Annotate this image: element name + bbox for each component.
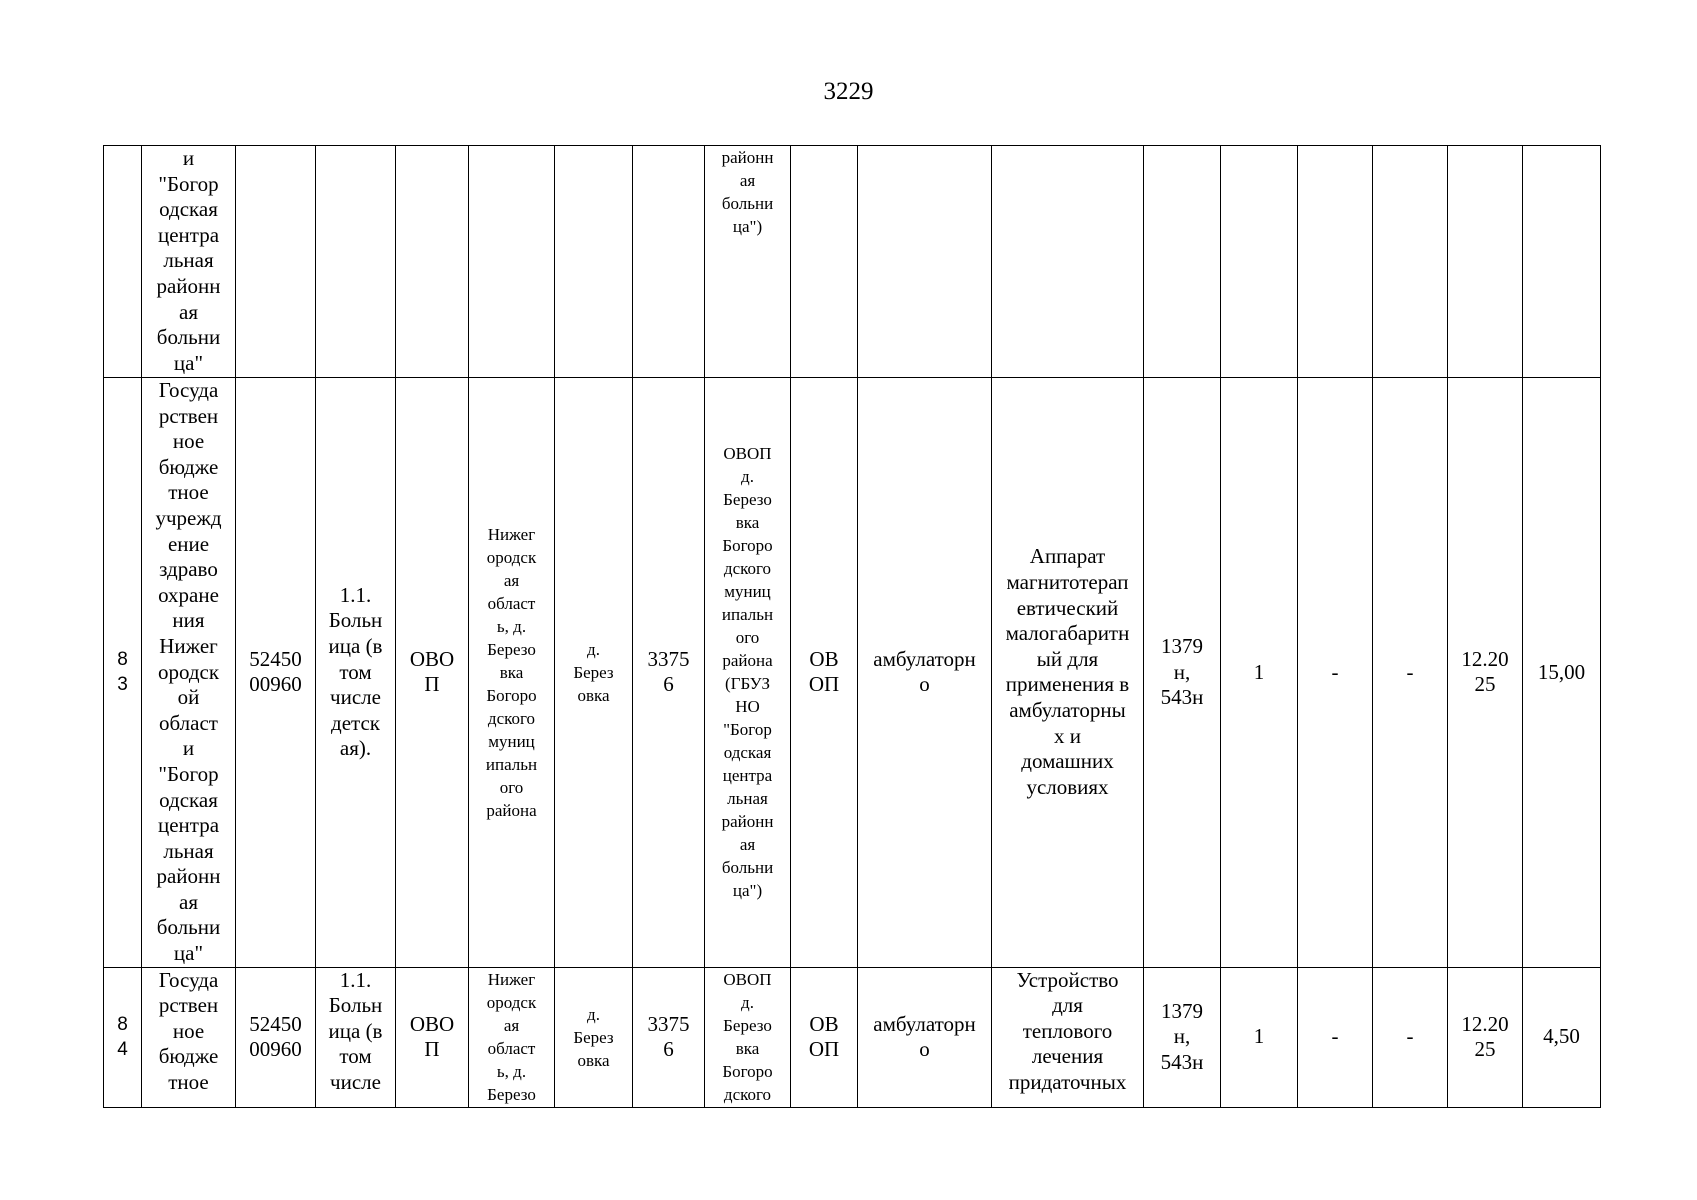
facility-cell: районн ая больни ца") <box>705 146 791 378</box>
order-cell <box>1144 146 1221 378</box>
price-cell <box>1523 146 1601 378</box>
table-row <box>104 378 1601 968</box>
equipment-cell: Аппарат магнитотерап евтический малогабаритн ый для применения в амбулаторны х и домашних условиях <box>992 378 1144 968</box>
order-cell: 1379 н, 543н <box>1144 967 1221 1107</box>
condition-cell: амбулаторн о <box>858 967 992 1107</box>
category-cell: 1.1. Больн ица (в том числе детск ая). <box>316 378 396 968</box>
unit-cell: ОВО П <box>396 378 469 968</box>
postcode-cell: 3375 6 <box>633 378 705 968</box>
postcode-cell: 3375 6 <box>633 967 705 1107</box>
order-cell: 1379 н, 543н <box>1144 378 1221 968</box>
address-cell <box>469 146 555 378</box>
unit-cell: ОВО П <box>396 967 469 1107</box>
code-cell: 52450 00960 <box>236 378 316 968</box>
column-16-cell: - <box>1373 378 1448 968</box>
date-cell: 12.20 25 <box>1448 378 1523 968</box>
code-cell: 52450 00960 <box>236 967 316 1107</box>
locality-cell: д. Берез овка <box>555 967 633 1107</box>
column-15-cell: - <box>1298 378 1373 968</box>
column-15-cell: - <box>1298 967 1373 1107</box>
type-cell: ОВ ОП <box>791 378 858 968</box>
table-row <box>104 146 1601 378</box>
date-cell: 12.20 25 <box>1448 967 1523 1107</box>
page-number: 3229 <box>823 78 874 105</box>
category-cell: 1.1. Больн ица (в том числе <box>316 967 396 1107</box>
type-cell <box>791 146 858 378</box>
locality-cell <box>555 146 633 378</box>
equipment-cell <box>992 146 1144 378</box>
institution-cell: и "Богор одская центра льная районн ая больни ца" <box>142 146 236 378</box>
type-cell: ОВ ОП <box>791 967 858 1107</box>
address-cell: Нижег ородск ая област ь, д. Березо <box>469 967 555 1107</box>
equipment-table <box>103 145 1601 1108</box>
row-number-cell: 8 3 <box>104 378 142 968</box>
column-16-cell: - <box>1373 967 1448 1107</box>
price-cell: 15,00 <box>1523 378 1601 968</box>
code-cell <box>236 146 316 378</box>
quantity-cell: 1 <box>1221 378 1298 968</box>
equipment-cell: Устройство для теплового лечения придаточных <box>992 967 1144 1107</box>
institution-cell: Госуда рствен ное бюдже тное учрежд ение здраво охране ния Нижег ородск ой област и "Богор одская центра льная районн ая больни ца" <box>142 378 236 968</box>
quantity-cell: 1 <box>1221 967 1298 1107</box>
facility-cell: ОВОП д. Березо вка Богоро дского муниц ипальн ого района (ГБУЗ НО "Богор одская центра льная районн ая больни ца") <box>705 378 791 968</box>
unit-cell <box>396 146 469 378</box>
column-15-cell <box>1298 146 1373 378</box>
postcode-cell <box>633 146 705 378</box>
row-number-cell: 8 4 <box>104 967 142 1107</box>
condition-cell: амбулаторн о <box>858 378 992 968</box>
date-cell <box>1448 146 1523 378</box>
category-cell <box>316 146 396 378</box>
quantity-cell <box>1221 146 1298 378</box>
row-number-cell <box>104 146 142 378</box>
table-row <box>104 967 1601 1107</box>
column-16-cell <box>1373 146 1448 378</box>
locality-cell: д. Берез овка <box>555 378 633 968</box>
condition-cell <box>858 146 992 378</box>
institution-cell: Госуда рствен ное бюдже тное <box>142 967 236 1107</box>
facility-cell: ОВОП д. Березо вка Богоро дского <box>705 967 791 1107</box>
price-cell: 4,50 <box>1523 967 1601 1107</box>
address-cell: Нижег ородск ая област ь, д. Березо вка Богоро дского муниц ипальн ого района <box>469 378 555 968</box>
